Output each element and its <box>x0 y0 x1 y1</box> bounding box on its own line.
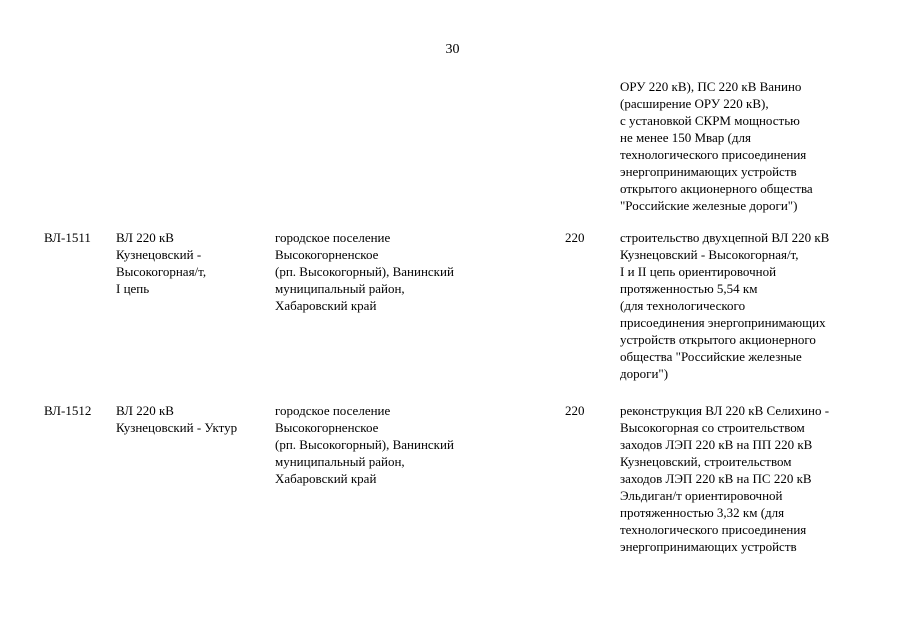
voltage-cell: 220 <box>565 230 585 245</box>
location-cell: городское поселение Высокогорненское (рп. Высокогорный), Ванинский муниципальный район, Хабаровский край <box>275 230 454 313</box>
object-name-cell: ВЛ 220 кВ Кузнецовский - Высокогорная/т, I цепь <box>116 230 207 296</box>
voltage-cell: 220 <box>565 403 585 418</box>
description-cell: реконструкция ВЛ 220 кВ Селихино - Высокогорная со строительством заходов ЛЭП 220 кВ на ПП 220 кВ Кузнецовский, строительством заходов ЛЭП 220 кВ на ПС 220 кВ Эльдиган/т ориентировочной протяженностью 3,32 км (для технологического присоединения энергопринимающих устройств <box>620 403 830 554</box>
object-code-cell: ВЛ-1512 <box>44 403 92 418</box>
description-cell: строительство двухцепной ВЛ 220 кВ Кузнецовский - Высокогорная/т, I и II цепь ориентировочной протяженностью 5,54 км (для технологического присоединения энергопринимающих устройств открытого акционерного общества "Российские железные дороги") <box>620 230 830 381</box>
object-code-cell: ВЛ-1511 <box>44 230 91 245</box>
page-number: 30 <box>445 42 460 57</box>
location-cell: городское поселение Высокогорненское (рп. Высокогорный), Ванинский муниципальный район, Хабаровский край <box>275 403 454 486</box>
object-name-cell: ВЛ 220 кВ Кузнецовский - Уктур <box>116 403 238 435</box>
continued-description-cell: ОРУ 220 кВ), ПС 220 кВ Ванино (расширение ОРУ 220 кВ), с установкой СКРМ мощностью не менее 150 Мвар (для технологического присоединения энергопринимающих устройств открытого акционерного общества "Российские железные дороги") <box>620 79 813 213</box>
